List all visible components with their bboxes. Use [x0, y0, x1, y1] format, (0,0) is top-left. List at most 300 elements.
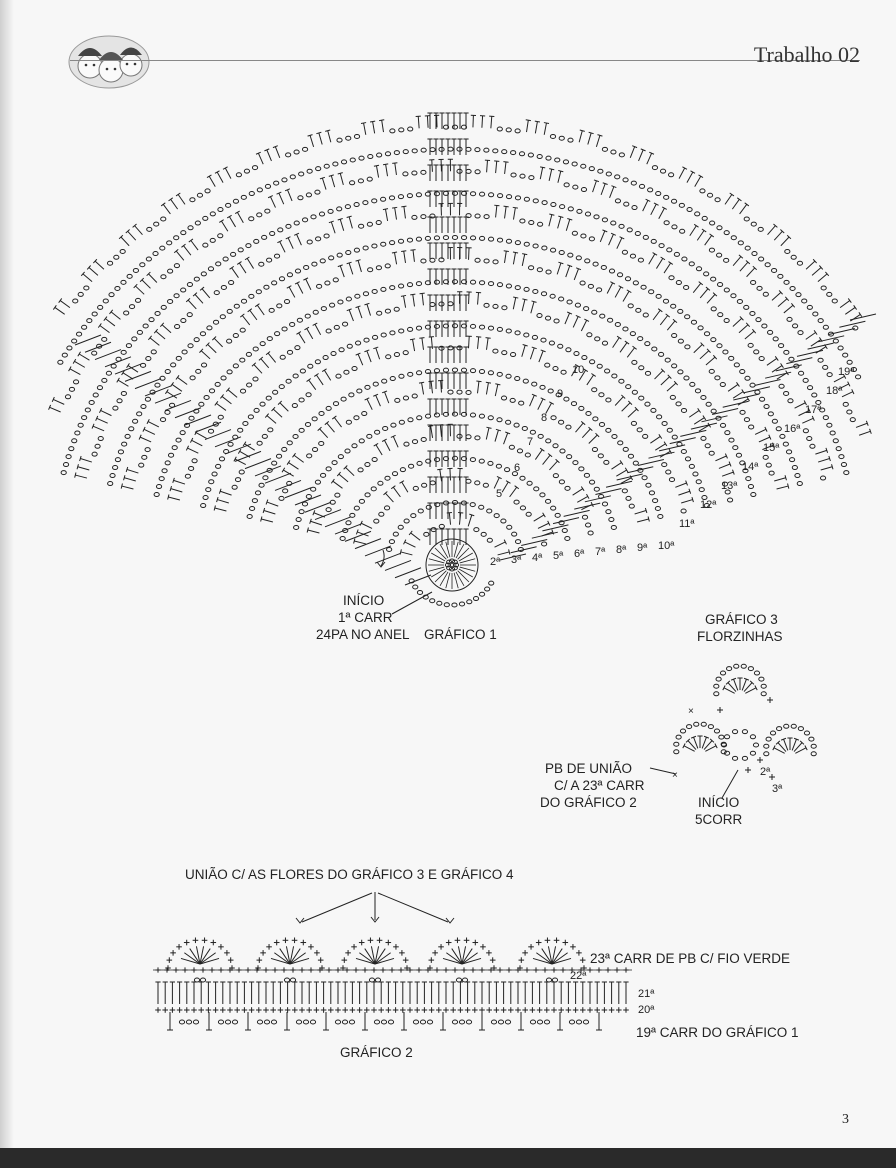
chain-stitch [226, 203, 231, 207]
chain-stitch [707, 193, 712, 197]
chain-stitch [424, 532, 429, 536]
chain-stitch [589, 167, 594, 171]
treble-stitch [774, 231, 782, 240]
chain-stitch [72, 339, 77, 343]
chain-stitch [192, 459, 197, 463]
chain-stitch [559, 251, 564, 255]
ring-stitch [435, 548, 446, 559]
chain-stitch [678, 339, 683, 343]
chain-stitch [664, 221, 669, 225]
chain-stitch [519, 152, 524, 156]
chain-stitch [452, 456, 457, 460]
chain-stitch [315, 480, 320, 484]
chain-stitch [294, 525, 299, 529]
chain-stitch [717, 283, 722, 287]
chain-stitch [320, 473, 325, 477]
chain-stitch [188, 344, 193, 348]
chain-stitch [568, 253, 573, 257]
chain-stitch [171, 363, 176, 367]
treble-stitch [385, 209, 387, 221]
chain-stitch [452, 500, 457, 504]
chain-stitch [302, 147, 307, 151]
treble-stitch [478, 293, 479, 305]
g3-start-note: 5CORR [695, 812, 743, 827]
chain-stitch [306, 393, 311, 397]
chain-stitch [541, 292, 546, 296]
chain-stitch [695, 389, 700, 393]
chain-stitch [295, 346, 300, 350]
chain-stitch [612, 374, 617, 378]
treble-stitch [273, 409, 282, 417]
chain-stitch [417, 590, 422, 594]
chain-stitch [635, 232, 640, 236]
chain-stitch [537, 268, 542, 272]
treble-stitch [543, 455, 551, 464]
chain-stitch [510, 353, 515, 357]
chain-stitch [299, 510, 304, 514]
chain-stitch [235, 478, 240, 482]
chain-stitch [109, 293, 114, 297]
chain-stitch [421, 437, 426, 441]
chain-stitch [239, 470, 244, 474]
treble-stitch-top [702, 229, 706, 232]
chain-stitch [249, 217, 254, 221]
treble-stitch [101, 410, 112, 415]
treble-stitch [127, 469, 138, 473]
treble-stitch [135, 286, 144, 294]
chain-stitch [219, 457, 224, 461]
treble-stitch [316, 375, 323, 385]
treble-stitch [393, 436, 398, 447]
chain-stitch [264, 285, 269, 289]
chain-stitch [732, 730, 737, 734]
chain-stitch [558, 344, 563, 348]
chain-stitch [784, 350, 789, 354]
treble-stitch [242, 316, 249, 325]
treble-stitch-top [176, 193, 180, 196]
chain-stitch [680, 729, 685, 733]
treble-stitch [422, 338, 424, 350]
chain-stitch [717, 344, 722, 348]
chain-stitch [606, 172, 611, 176]
treble-stitch-top [486, 338, 491, 339]
treble-stitch [148, 422, 159, 427]
chain-stitch [218, 415, 223, 419]
chain-stitch [299, 172, 304, 176]
chain-stitch [312, 417, 317, 421]
chain-stitch [759, 677, 764, 681]
treble-stitch-top [361, 123, 366, 124]
treble-stitch [142, 280, 151, 288]
chain-stitch [155, 383, 160, 387]
treble-stitch [778, 299, 787, 307]
chain-stitch [391, 423, 396, 427]
chain-stitch [459, 602, 464, 606]
chain-stitch [408, 418, 413, 422]
treble-stitch [607, 283, 612, 294]
chain-stitch [719, 735, 724, 739]
chain-stitch [484, 148, 489, 152]
diagonal-stitch [255, 466, 281, 476]
chain-stitch [750, 383, 755, 387]
treble-stitch [188, 300, 196, 309]
chain-stitch [324, 234, 329, 238]
chain-stitch [475, 170, 480, 174]
treble-stitch [792, 739, 796, 750]
chain-stitch [431, 528, 436, 532]
chain-stitch [457, 390, 462, 394]
chain-stitch [434, 324, 439, 328]
treble-stitch [247, 258, 253, 268]
chain-stitch [66, 455, 71, 459]
chain-stitch [611, 150, 616, 154]
treble-stitch [689, 410, 699, 417]
chain-stitch [711, 409, 716, 413]
treble-stitch [733, 257, 741, 266]
treble-stitch [659, 208, 665, 219]
chain-stitch [714, 684, 719, 688]
chain-stitch [711, 277, 716, 281]
chain-stitch [674, 742, 679, 746]
chain-stitch [589, 237, 594, 241]
treble-stitch [747, 268, 755, 277]
treble-stitch [122, 486, 134, 489]
chain-stitch [452, 412, 457, 416]
chain-stitch [319, 411, 324, 415]
chain-stitch [350, 181, 355, 185]
treble-stitch [806, 332, 816, 339]
chain-stitch [649, 491, 654, 495]
treble-stitch-top [53, 305, 56, 309]
chain-stitch [600, 314, 605, 318]
chain-stitch [265, 209, 270, 213]
chain-stitch [574, 352, 579, 356]
chain-stitch [807, 305, 812, 309]
chain-stitch [403, 172, 408, 176]
treble-stitch [531, 302, 534, 314]
chain-stitch [439, 524, 444, 528]
chain-stitch [335, 493, 340, 497]
chain-stitch [737, 299, 742, 303]
chain-stitch [290, 175, 295, 179]
treble-stitch-top [75, 473, 76, 478]
treble-stitch [538, 523, 549, 528]
chain-stitch [392, 472, 397, 476]
chain-stitch [413, 486, 418, 490]
chain-stitch [111, 364, 116, 368]
chain-stitch [63, 463, 68, 467]
treble-stitch [402, 482, 408, 492]
chain-stitch [608, 318, 613, 322]
chain-stitch [363, 292, 368, 296]
chain-stitch [830, 431, 835, 435]
chain-stitch [339, 348, 344, 352]
treble-stitch [306, 279, 311, 290]
chain-stitch [434, 236, 439, 240]
chain-stitch [778, 274, 783, 278]
start-pointer [392, 592, 432, 614]
treble-stitch-top [338, 173, 343, 174]
chain-stitch [585, 523, 590, 527]
chain-stitch [61, 471, 66, 475]
chain-stitch [207, 326, 212, 330]
chain-stitch [412, 171, 417, 175]
treble-stitch [664, 263, 671, 273]
treble-stitch [482, 116, 483, 128]
chain-stitch [689, 464, 694, 468]
treble-stitch [311, 521, 322, 525]
chain-stitch [756, 318, 761, 322]
chain-stitch [546, 439, 551, 443]
treble-stitch [651, 204, 656, 215]
chain-stitch [475, 258, 480, 262]
treble-stitch [715, 456, 726, 461]
chain-stitch [470, 503, 475, 507]
chain-stitch [720, 671, 725, 675]
chain-stitch [555, 513, 560, 517]
chain-stitch [560, 449, 565, 453]
treble-stitch [450, 468, 451, 480]
chain-stitch [501, 519, 506, 523]
treble-stitch [222, 396, 231, 403]
chain-stitch [254, 408, 259, 412]
chain-stitch [623, 327, 628, 331]
chain-stitch [73, 299, 78, 303]
chain-stitch [685, 457, 690, 461]
chain-stitch [228, 442, 233, 446]
chain-stitch [674, 750, 679, 754]
treble-stitch [650, 436, 660, 443]
chain-stitch [599, 393, 604, 397]
chain-stitch [720, 383, 725, 387]
treble-stitch [630, 147, 634, 158]
treble-stitch-top [248, 309, 252, 312]
chain-stitch [262, 434, 267, 438]
chain-stitch [709, 248, 714, 252]
chain-stitch [487, 538, 492, 542]
chain-stitch [154, 222, 159, 226]
treble-stitch [279, 193, 284, 204]
chain-stitch [791, 724, 796, 728]
g3-title-line2: FLORZINHAS [697, 629, 783, 644]
treble-stitch-top [168, 495, 169, 500]
chain-stitch [853, 326, 858, 330]
chain-stitch [652, 166, 657, 170]
chain-stitch [473, 597, 478, 601]
chain-stitch [542, 201, 547, 205]
g1-outer-round-1: 2ª [490, 556, 501, 568]
chain-stitch [637, 428, 642, 432]
treble-stitch [777, 486, 789, 489]
chain-stitch [394, 151, 399, 155]
chain-stitch [515, 540, 520, 544]
chain-stitch [527, 481, 532, 485]
treble-stitch [171, 199, 178, 209]
chain-stitch [329, 256, 334, 260]
treble-stitch-top [504, 206, 509, 207]
treble-stitch-top [625, 341, 629, 344]
chain-stitch [249, 192, 254, 196]
diagonal-stitch [305, 502, 331, 512]
treble-stitch-top [189, 239, 193, 242]
treble-stitch [174, 480, 185, 484]
chain-stitch [308, 364, 313, 368]
chain-stitch [609, 269, 614, 273]
treble-stitch [308, 530, 320, 533]
chain-stitch [515, 286, 520, 290]
treble-stitch [140, 437, 151, 442]
treble-stitch [55, 307, 65, 314]
chain-stitch [215, 382, 220, 386]
treble-stitch [812, 267, 821, 275]
treble-stitch-top [515, 486, 519, 489]
chain-stitch [271, 1020, 276, 1024]
chain-stitch [430, 258, 435, 262]
treble-stitch [486, 428, 489, 440]
chain-stitch [337, 253, 342, 257]
chain-stitch [491, 1020, 496, 1024]
chain-stitch [788, 399, 793, 403]
chain-stitch [254, 239, 259, 243]
diagonal-stitch [95, 350, 121, 360]
chain-stitch [374, 1020, 379, 1024]
chain-stitch [493, 149, 498, 153]
chain-stitch [590, 360, 595, 364]
chain-stitch [124, 311, 129, 315]
chain-stitch [381, 242, 386, 246]
chain-stitch [751, 222, 756, 226]
chain-stitch [115, 458, 120, 462]
chain-stitch [832, 299, 837, 303]
treble-stitch [225, 168, 231, 179]
chain-stitch [379, 512, 384, 516]
chain-stitch [618, 441, 623, 445]
chain-stitch [470, 369, 475, 373]
chain-stitch [156, 485, 161, 489]
chain-stitch [236, 173, 241, 177]
g1-outer-round-8: 9ª [637, 542, 648, 554]
diagonal-stitch [385, 560, 411, 570]
chain-stitch [838, 346, 843, 350]
treble-stitch [177, 377, 187, 384]
chain-stitch [118, 450, 123, 454]
chain-stitch [394, 353, 399, 357]
treble-stitch [581, 320, 586, 331]
chain-stitch [778, 344, 783, 348]
chain-stitch [709, 369, 714, 373]
chain-stitch [622, 250, 627, 254]
chain-stitch [779, 384, 784, 388]
chain-stitch [329, 303, 334, 307]
treble-stitch [422, 293, 423, 305]
chain-stitch [218, 234, 223, 238]
chain-stitch [810, 444, 815, 448]
treble-stitch [128, 231, 136, 240]
treble-stitch-top [589, 132, 594, 133]
chain-stitch [524, 197, 529, 201]
chain-stitch [505, 1020, 510, 1024]
chain-stitch [714, 729, 719, 733]
chain-stitch [363, 201, 368, 205]
chain-stitch [731, 236, 736, 240]
chain-stitch [69, 447, 74, 451]
chain-stitch [540, 385, 545, 389]
chain-stitch [272, 461, 277, 465]
chain-stitch [267, 258, 272, 262]
chain-stitch [795, 474, 800, 478]
chain-stitch [313, 310, 318, 314]
treble-stitch-top [354, 538, 355, 543]
chain-stitch [714, 692, 719, 696]
treble-stitch [504, 433, 508, 444]
chain-stitch [653, 499, 658, 503]
treble-stitch-top [661, 257, 665, 260]
chain-stitch [165, 370, 170, 374]
chain-stitch [102, 378, 107, 382]
diagonal-stitch [165, 400, 191, 410]
g1-start-note: 24PA NO ANEL [316, 627, 410, 642]
chain-stitch [530, 1020, 535, 1024]
treble-stitch [176, 251, 184, 260]
chain-stitch [649, 290, 654, 294]
chain-stitch [642, 476, 647, 480]
chain-stitch [823, 416, 828, 420]
treble-stitch [784, 739, 788, 750]
chain-stitch [181, 231, 186, 235]
chain-stitch [711, 338, 716, 342]
chain-stitch [676, 281, 681, 285]
chain-stitch [208, 267, 213, 271]
treble-stitch [702, 737, 706, 748]
chain-stitch [443, 368, 448, 372]
chain-stitch [564, 397, 569, 401]
treble-stitch [505, 206, 507, 218]
chain-stitch [792, 466, 797, 470]
treble-stitch [815, 450, 826, 454]
treble-stitch [818, 459, 829, 463]
treble-stitch-top [540, 167, 545, 168]
chain-stitch [305, 314, 310, 318]
treble-stitch [690, 226, 697, 236]
chain-stitch [358, 179, 363, 183]
treble-stitch [83, 274, 92, 282]
treble-stitch [229, 217, 235, 227]
chain-stitch [679, 203, 684, 207]
chain-stitch [269, 308, 274, 312]
chain-stitch [355, 341, 360, 345]
chain-stitch [398, 195, 403, 199]
chain-stitch [551, 506, 556, 510]
treble-stitch [535, 122, 537, 134]
chain-stitch [332, 461, 337, 465]
treble-stitch-top [620, 460, 623, 464]
g3-pb-line2: C/ A 23ª CARR [554, 778, 645, 793]
chain-stitch [475, 481, 480, 485]
chain-stitch [95, 444, 100, 448]
chain-stitch [312, 262, 317, 266]
g1-outer-round-15: 16ª [784, 423, 801, 435]
chain-stitch [190, 376, 195, 380]
chain-stitch [489, 581, 494, 585]
diagonal-stitch [627, 467, 653, 473]
diagonal-stitch [744, 387, 770, 393]
chain-stitch [98, 437, 103, 441]
chain-stitch [108, 482, 113, 486]
treble-stitch-top [558, 216, 563, 217]
chain-stitch [537, 314, 542, 318]
treble-stitch [719, 464, 730, 468]
treble-stitch-top [781, 363, 784, 367]
